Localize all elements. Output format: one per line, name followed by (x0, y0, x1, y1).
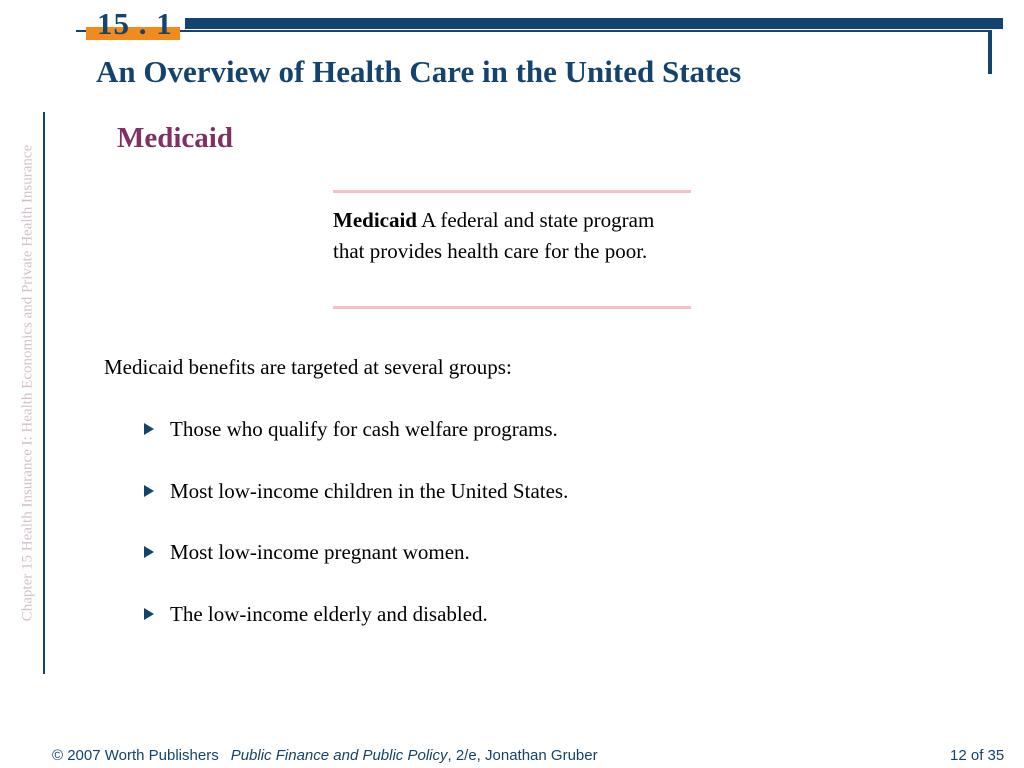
triangle-bullet-icon (144, 608, 154, 620)
intro-text: Medicaid benefits are targeted at several groups: (104, 355, 512, 379)
footer-copyright: © 2007 Worth Publishers (52, 747, 219, 764)
list-item (142, 476, 568, 538)
list-item-text: Those who qualify for cash welfare programs. (170, 417, 558, 441)
list-item (142, 537, 568, 599)
page-title: An Overview of Health Care in the United States (96, 54, 742, 89)
triangle-bullet-icon (144, 485, 154, 497)
header-right-tick (988, 30, 992, 74)
triangle-bullet-icon (144, 423, 154, 435)
footer-book-edition: , 2/e, Jonathan Gruber (447, 747, 598, 764)
definition-term: Medicaid (333, 208, 417, 232)
triangle-bullet-icon (144, 546, 154, 558)
top-bar (185, 18, 1003, 29)
page-counter: 12 of 35 (950, 747, 1005, 764)
header-rule (76, 30, 990, 32)
definition-body: A federal and state program that provides health care for the poor. (333, 208, 655, 263)
section-number: 15 . 1 (97, 6, 173, 41)
footer-book-title: Public Finance and Public Policy (230, 747, 448, 764)
definition-text (333, 205, 691, 267)
list-item-text: The low-income elderly and disabled. (170, 601, 488, 626)
list-item (142, 599, 568, 661)
list-item-text: Most low-income pregnant women. (170, 540, 470, 564)
benefit-list (142, 414, 568, 660)
list-item (142, 414, 568, 476)
definition-box (333, 190, 691, 309)
subheading: Medicaid (117, 122, 233, 154)
side-chapter-label: Chapter 15 Health Insurance I: Health Economics and Private Health Insurance (19, 144, 36, 622)
side-rule (43, 112, 45, 674)
list-item-text: Most low-income children in the United States. (170, 478, 569, 503)
footer-credit (52, 746, 598, 766)
